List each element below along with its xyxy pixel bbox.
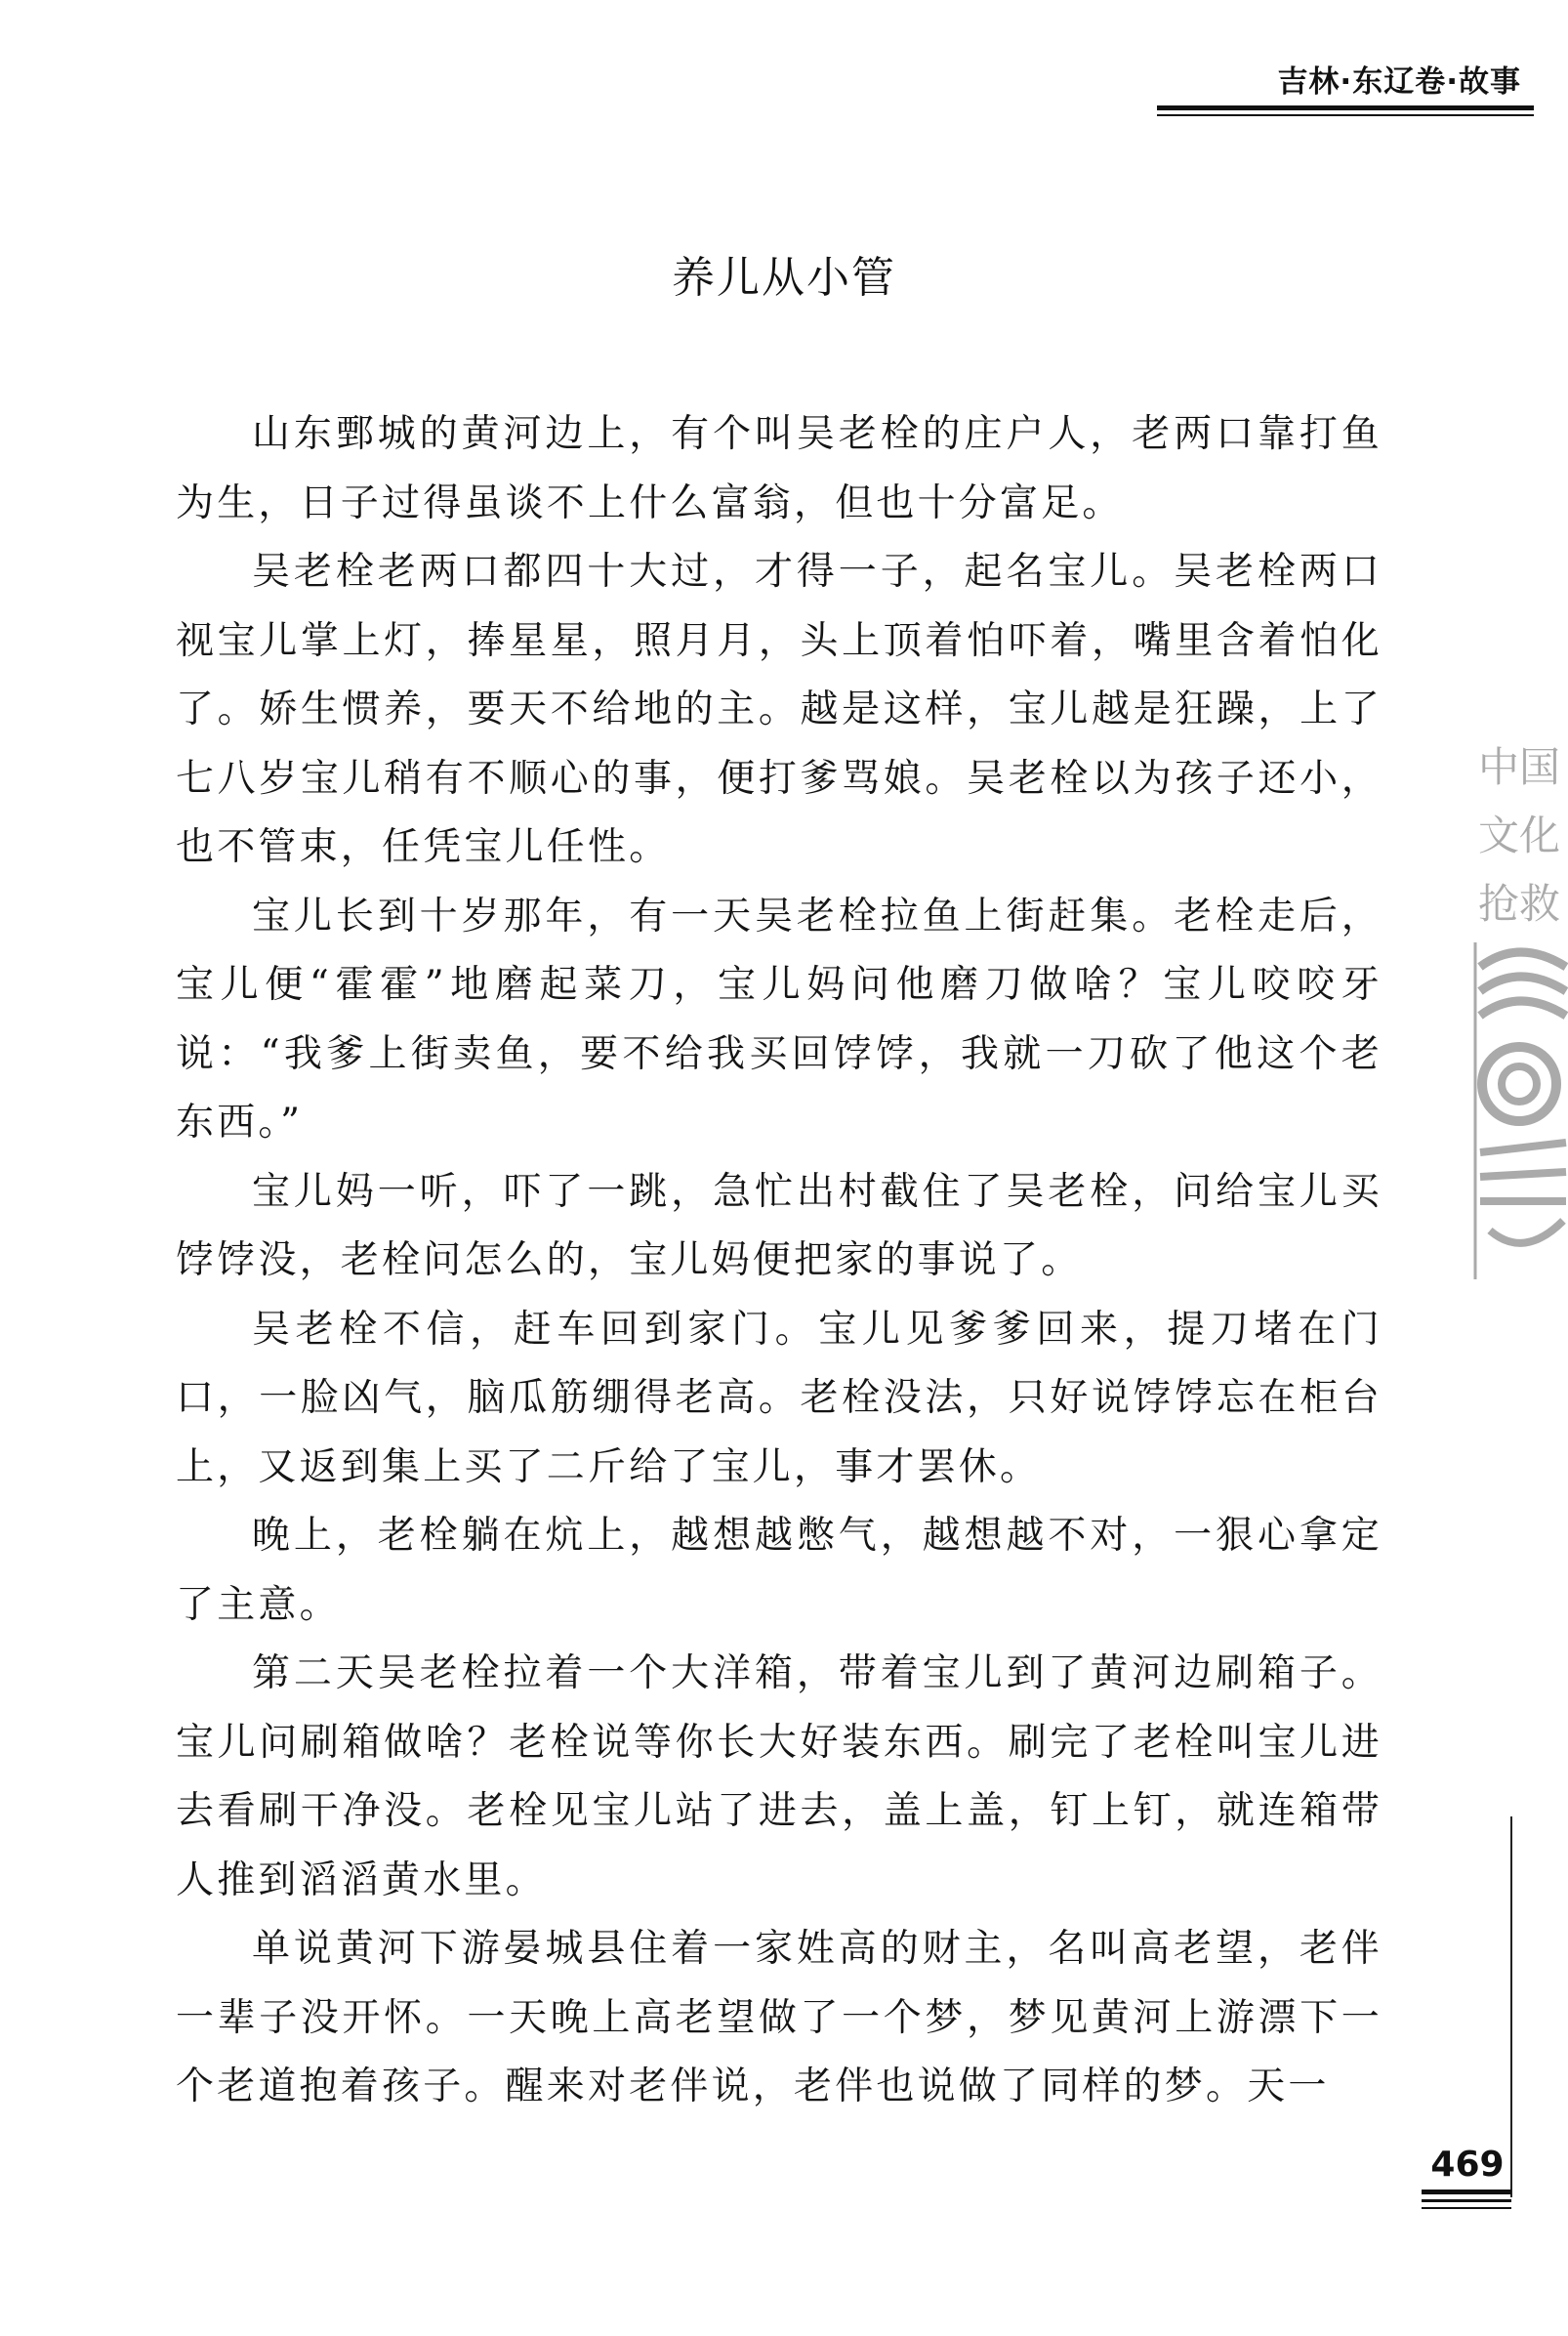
paragraph: 吴老栓老两口都四十大过，才得一子，起名宝儿。吴老栓两口视宝儿掌上灯，捧星星，照月月，头上顶着怕吓着，嘴里含着怕化了。娇生惯养，要天不给地的主。越是这样，宝儿越是狂躁，上了七八岁宝儿稍有不顺心的事，便打爹骂娘。吴老栓以为孩子还小，也不管束，任凭宝儿任性。	[176, 550, 1382, 869]
emblem-ornament	[1475, 942, 1566, 1279]
paragraph: 第二天吴老栓拉着一个大洋箱，带着宝儿到了黄河边刷箱子。宝儿问刷箱做啥？老栓说等你长大好装东西。刷完了老栓叫宝儿进去看刷干净没。老栓见宝儿站了进去，盖上盖，钉上钉，就连箱带人推到滔滔黄水里。	[176, 1651, 1382, 1902]
side-emblem	[1470, 713, 1568, 1289]
emblem-text: 中国	[1478, 743, 1561, 791]
header-rule	[1157, 105, 1534, 110]
emblem-text: 文化	[1478, 812, 1561, 859]
header-rule-thin	[1157, 114, 1534, 116]
story-body	[176, 400, 1382, 2122]
page-number-rule	[1422, 2190, 1511, 2194]
paragraph: 山东鄄城的黄河边上，有个叫吴老栓的庄户人，老两口靠打鱼为生，日子过得虽谈不上什么富翁，但也十分富足。	[176, 412, 1382, 525]
paragraph: 晚上，老栓躺在炕上，越想越憋气，越想越不对，一狠心拿定了主意。	[176, 1514, 1382, 1627]
paragraph: 吴老栓不信，赶车回到家门。宝儿见爹爹回来，提刀堵在门口，一脸凶气，脑瓜筋绷得老高。老栓没法，只好说饽饽忘在柜台上，又返到集上买了二斤给了宝儿，事才罢休。	[176, 1307, 1382, 1489]
running-header: 吉林·东辽卷·故事	[1277, 64, 1521, 100]
margin-rule	[1510, 1816, 1512, 2197]
emblem-text: 抢救	[1478, 880, 1561, 928]
paragraph: 单说黄河下游晏城县住着一家姓高的财主，名叫高老望，老伴一辈子没开怀。一天晚上高老望做了一个梦，梦见黄河上游漂下一个老道抱着孩子。醒来对老伴说，老伴也说做了同样的梦。天一	[176, 1927, 1382, 2108]
page-number-rule	[1422, 2199, 1511, 2202]
story-title: 养儿从小管	[672, 253, 896, 303]
page-number: 469	[1430, 2145, 1505, 2185]
page-number-rule	[1422, 2207, 1511, 2209]
paragraph: 宝儿长到十岁那年，有一天吴老栓拉鱼上街赶集。老栓走后，宝儿便“霍霍”地磨起菜刀，宝儿妈问他磨刀做啥？宝儿咬咬牙说：“我爹上街卖鱼，要不给我买回饽饽，我就一刀砍了他这个老东西。”	[176, 894, 1382, 1145]
paragraph: 宝儿妈一听，吓了一跳，急忙出村截住了吴老栓，问给宝儿买饽饽没，老栓问怎么的，宝儿妈便把家的事说了。	[176, 1169, 1382, 1282]
